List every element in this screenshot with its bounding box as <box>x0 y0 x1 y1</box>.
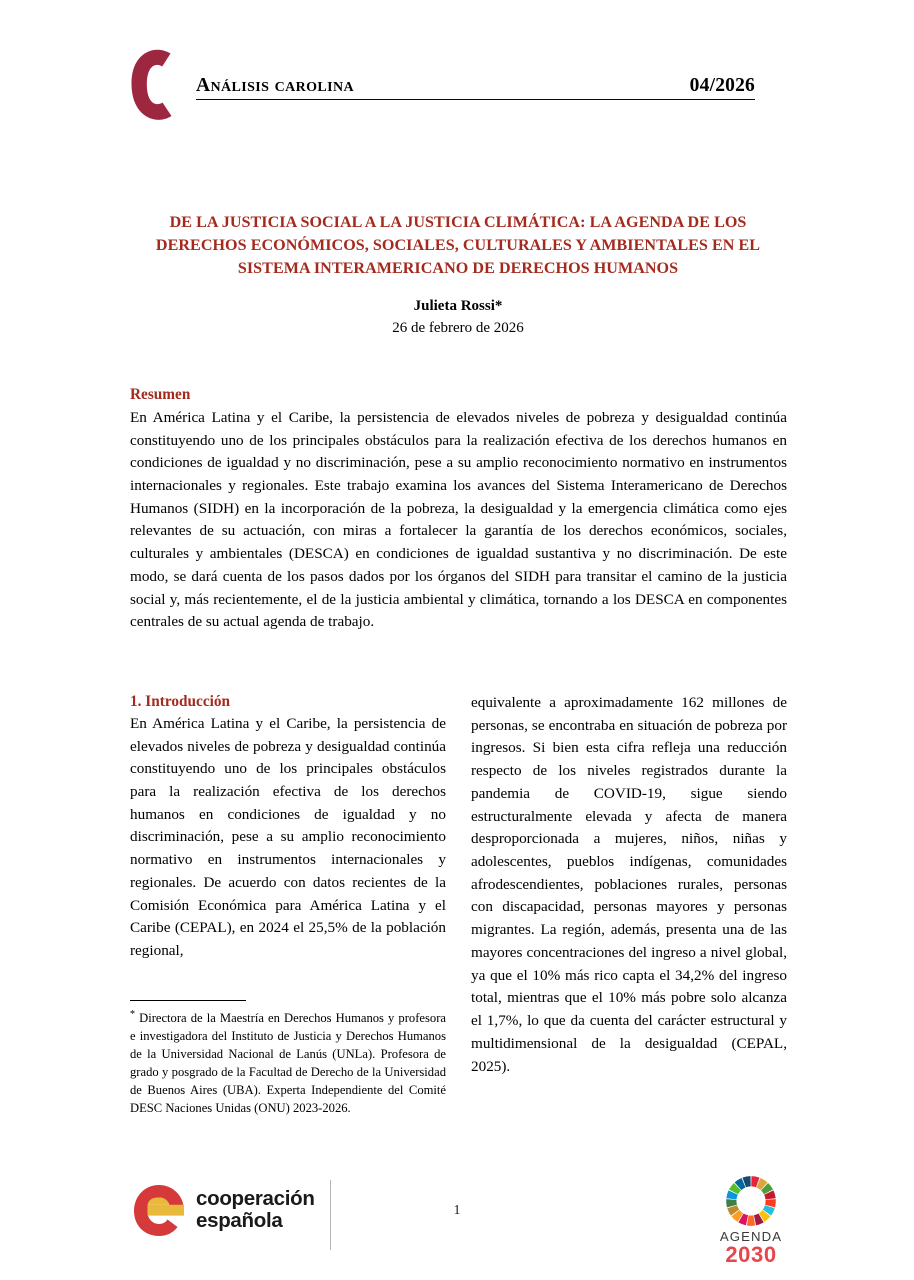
carolina-c-logo-icon <box>129 47 191 125</box>
footnote-block <box>130 1000 446 1117</box>
section-heading-introduccion: 1. Introducción <box>130 693 231 710</box>
abstract-heading: Resumen <box>130 386 191 403</box>
page-number: 1 <box>453 1202 461 1217</box>
agenda-2030-logo <box>709 1174 793 1267</box>
body-text-left: En América Latina y el Caribe, la persistencia de elevados niveles de pobreza y desigualdad continúa constituyendo uno de los principales obstáculos para la realización efectiva de los derechos humanos en condiciones de igualdad y no discriminación, pese a su amplio reconocimiento normativo en instrumentos internacionales y regionales. De acuerdo con datos recientes de la Comisión Económica para América Latina y el Caribe (CEPAL), en 2024 el 25,5% de la población regional, <box>130 714 446 960</box>
agenda-label: AGENDA <box>719 1229 783 1244</box>
page-header <box>0 0 914 150</box>
body-column-left <box>130 692 446 963</box>
abstract-section <box>130 385 787 634</box>
footnote-separator <box>130 1000 246 1001</box>
body-column-right <box>471 692 787 1078</box>
agenda-year: 2030 <box>725 1242 777 1268</box>
page-footer <box>0 1180 914 1280</box>
footnote-marker: * <box>130 1009 135 1020</box>
coop-line-2: española <box>196 1209 283 1232</box>
author-name: Julieta Rossi* <box>413 298 503 314</box>
issue-number: 04/2026 <box>689 75 755 96</box>
footnote-body: Directora de la Maestría en Derechos Humanos y profesora e investigadora del Instituto de Justicia y Derechos Humanos de la Universidad Nacional de Lanús (UNLa). Profesora de grado y posgrado de la Facultad de Derecho de la Universidad de Buenos Aires (UBA). Experta Independiente del Comité DESC Naciones Unidas (ONU) 2023-2026. <box>130 1011 446 1115</box>
publication-date: 26 de febrero de 2026 <box>392 319 524 336</box>
footnote-text <box>130 1008 446 1117</box>
abstract-text: En América Latina y el Caribe, la persistencia de elevados niveles de pobreza y desigualdad continúa constituyendo uno de los principales obstáculos para la realización efectiva de los derechos humanos en condiciones de igualdad y no discriminación, pese a su amplio reconocimiento normativo en instrumentos internacionales y regionales. Este trabajo examina los avances del Sistema Interamericano de Derechos Humanos (SIDH) en la incorporación de la pobreza, la desigualdad y la emergencia climática como ejes relevantes de su actuación, con miras a fortalecer la garantía de los derechos económicos, sociales, culturales y ambientales (DESCA) en condiciones de igualdad sustantiva y no discriminación. De este modo, se dará cuenta de los pasos dados por los órganos del SIDH para transitar el camino de la justicia social y, más recientemente, el de la justicia ambiental y climática, tornando a los DESCA en componentes centrales de su actual agenda de trabajo. <box>130 408 787 631</box>
publication-title: Análisis carolina <box>196 75 355 96</box>
body-text-right: equivalente a aproximadamente 162 millones de personas, se encontraba en situación de pobreza por ingresos. Si bien esta cifra refleja una reducción respecto de los niveles registrados durante la pandemia de COVID-19, sigue siendo estructuralmente elevada y afecta de manera desproporcionada a mujeres, niños, niñas y adolescentes, pueblos indígenas, comunidades afrodescendientes, poblaciones rurales, personas con discapacidad, personas mayores y personas migrantes. La región, además, presenta una de las mayores concentraciones del ingreso a nivel global, ya que el 10% más rico capta el 34,2% del ingreso total, mientras que el 10% más pobre solo alcanza el 1,7%, lo que da cuenta del carácter estructural y multidimensional de la desigualdad (CEPAL, 2025). <box>471 694 787 1075</box>
page-title: DE LA JUSTICIA SOCIAL A LA JUSTICIA CLIMÁTICA: LA AGENDA DE LOS DERECHOS ECONÓMICOS, SOCIALES, CULTURALES Y AMBIENTALES EN EL SISTEMA INTERAMERICANO DE DERECHOS HUMANOS <box>155 214 761 277</box>
masthead-bar <box>196 76 755 100</box>
coop-line-1: cooperación <box>196 1187 315 1211</box>
byline <box>128 296 788 340</box>
sdg-wheel-icon <box>724 1174 778 1228</box>
